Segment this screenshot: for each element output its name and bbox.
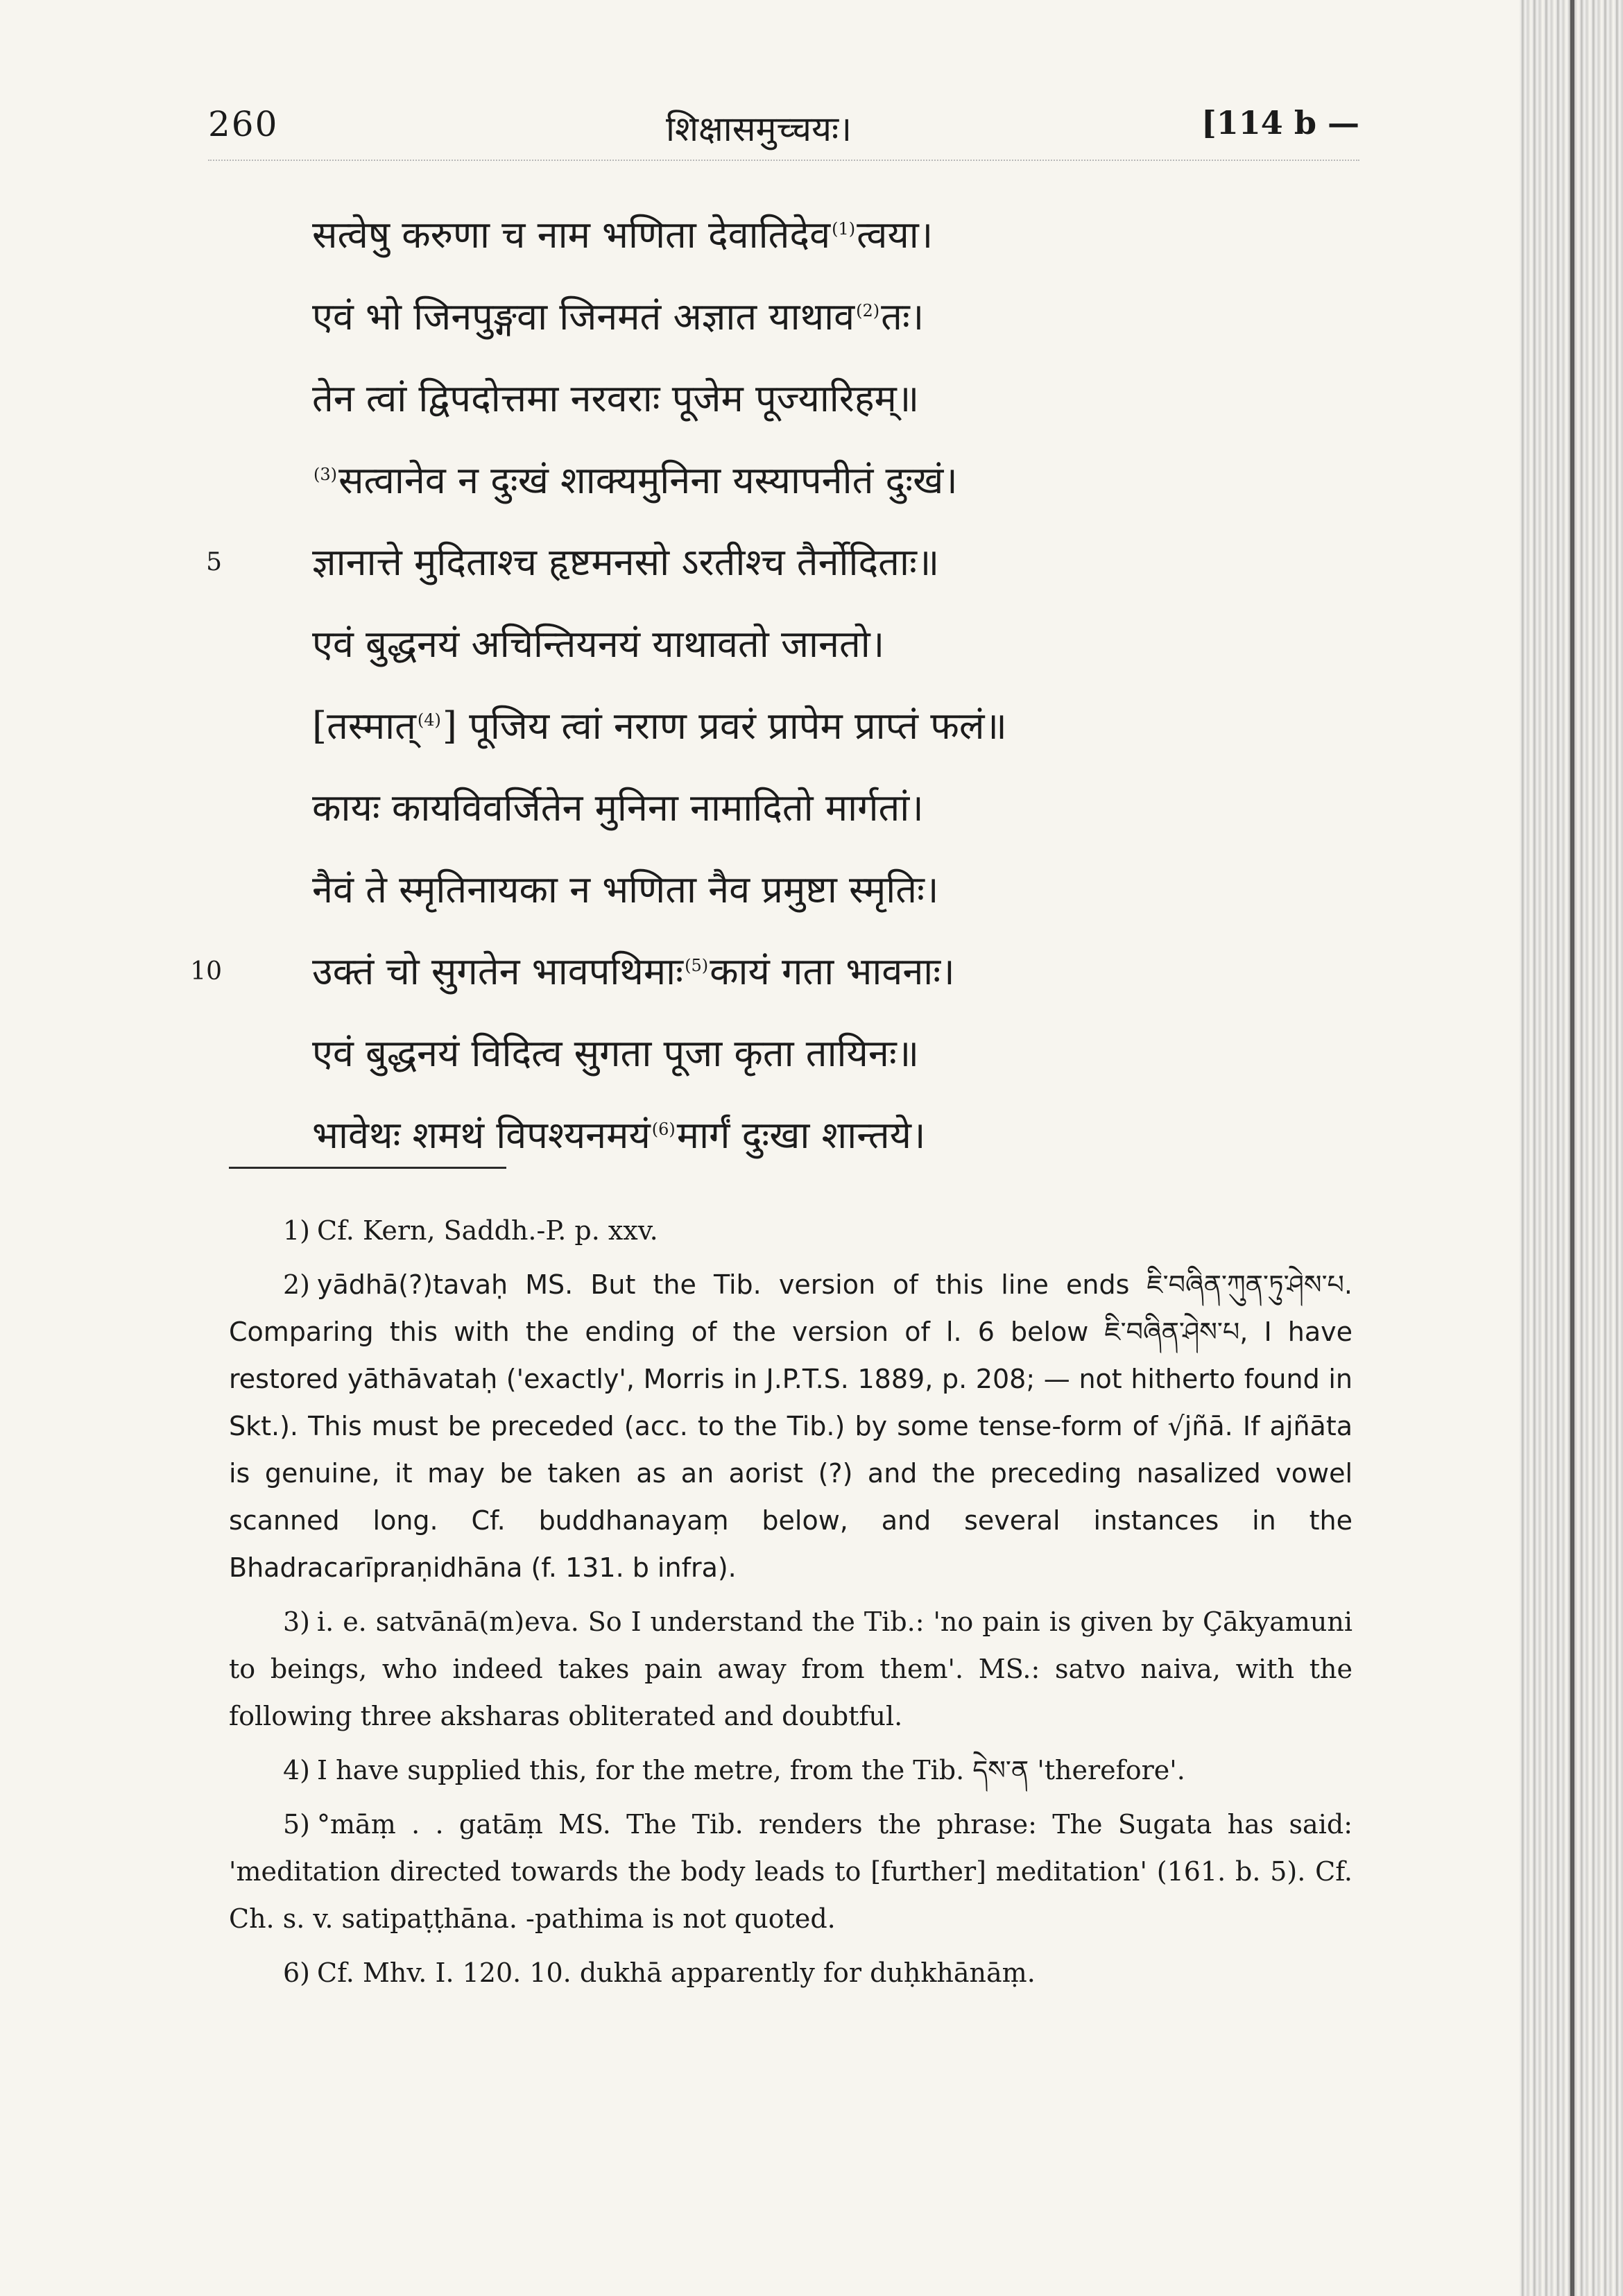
verse-text: तेन त्वां द्विपदोत्तमा नरवराः पूजेम पूज्यारिहम्॥ <box>312 377 920 420</box>
verse-line <box>312 1095 1352 1176</box>
verse-text: कायः कायविवर्जितेन मुनिना नामादितो मार्गतां। <box>312 786 924 830</box>
footnote-text: Cf. Mhv. I. 120. 10. dukhā apparently for duḥkhānāṃ. <box>317 1957 1036 1988</box>
footnote-mark: (6) <box>651 1120 676 1139</box>
footnote-label: 2) <box>283 1269 311 1300</box>
verse-line <box>312 685 1352 767</box>
verse-text: सत्वेषु करुणा च नाम भणिता देवातिदेव <box>312 213 831 257</box>
footnote <box>229 1747 1352 1794</box>
verse-text: एवं बुद्धनयं विदित्व सुगता पूजा कृता तायिनः॥ <box>312 1031 920 1075</box>
verse-text: तः। <box>881 295 925 339</box>
footnote-label: 3) <box>283 1607 311 1637</box>
page-header <box>208 104 1359 161</box>
footnote-text: i. e. satvānā(m)eva. So I understand the Tib.: 'no pain is given by Çākyamuni to beings, who indeed takes pain away from them'. MS.: satvo naiva, with the following three aksharas obliterated and doubtful. <box>229 1607 1352 1731</box>
footnote <box>229 1207 1352 1254</box>
footnote-mark: (3) <box>314 465 337 484</box>
verse-line <box>206 522 1352 603</box>
verse-line <box>312 849 1352 931</box>
verse-text: एवं भो जिनपुङ्गवा जिनमतं अज्ञात याथाव <box>312 295 855 339</box>
running-title: शिक्षासमुच्चयः। <box>666 109 852 149</box>
footnote-label: 6) <box>283 1957 311 1988</box>
footnote-mark: (5) <box>685 956 709 975</box>
footnote-mark: (2) <box>856 301 880 320</box>
footnote <box>229 1598 1352 1740</box>
verse-line <box>312 603 1352 685</box>
verse-text: नैवं ते स्मृतिनायका न भणिता नैव प्रमुष्टा स्मृतिः। <box>312 868 939 911</box>
scan-binding-line <box>1570 0 1574 2296</box>
page-number: 260 <box>208 104 279 144</box>
verse-text: त्वया। <box>857 213 934 257</box>
verse-text: [तस्मात् <box>312 704 416 748</box>
line-number: 10 <box>190 957 222 986</box>
footnote-label: 4) <box>283 1755 311 1785</box>
verse-text: ज्ञानात्ते मुदिताश्च हृष्टमनसो ऽरतीश्च तैर्नोदिताः॥ <box>312 540 940 584</box>
footnote <box>229 1261 1352 1591</box>
footnote-text: °māṃ . . gatāṃ MS. The Tib. renders the phrase: The Sugata has said: 'meditation directed towards the body leads to [further] meditation' (161. b. 5). Cf. Ch. s. v. satipaṭṭhāna. -pathima is not quoted. <box>229 1809 1352 1934</box>
footnotes <box>229 1207 1352 2003</box>
footnote-divider <box>229 1167 506 1169</box>
verse-text: ] पूजिय त्वां नराण प्रवरं प्रापेम प्राप्तं फलं॥ <box>442 704 1007 748</box>
verse-text: कायं गता भावनाः। <box>710 950 955 993</box>
verse-line <box>312 358 1352 440</box>
footnote-mark: (1) <box>832 219 856 239</box>
verse-line <box>190 931 1352 1013</box>
folio-reference: [114 b — <box>1201 104 1359 142</box>
footnote-text: I have supplied this, for the metre, from the Tib. དེས་ན 'therefore'. <box>317 1755 1185 1785</box>
verse-text: सत्वानेव न दुःखं शाक्यमुनिना यस्यापनीतं दुःखं। <box>338 459 958 502</box>
footnote-label: 1) <box>283 1215 311 1246</box>
verse-line <box>312 767 1352 849</box>
footnote <box>229 1949 1352 1996</box>
verse-line <box>312 1013 1352 1095</box>
verse-text: एवं बुद्धनयं अचिन्तियनयं याथावतो जानतो। <box>312 622 885 666</box>
footnote-text: Cf. Kern, Saddh.-P. p. xxv. <box>317 1215 658 1246</box>
footnote-text: yādhā(?)tavaḥ MS. But the Tib. version of this line ends ཇི་བཞིན་ཀུན་ཏུ་ཤེས་པ. Comparing this with the ending of the version of l. 6 below ཇི་བཞིན་ཤེས་པ, I have restored yāthāvataḥ ('exactly', Morris in J.P.T.S. 1889, p. 208; — not hitherto found in Skt.). This must be preceded (acc. to the Tib.) by some tense-form of √jñā. If ajñāta is genuine, it may be taken as an aorist (?) and the preceding nasalized vowel scanned long. Cf. buddhanayaṃ below, and several instances in the Bhadracarīpraṇidhāna (f. 131. b infra). <box>229 1269 1352 1583</box>
footnote-label: 5) <box>283 1809 311 1840</box>
footnote-mark: (4) <box>417 710 441 730</box>
verse-text: उक्तं चो सुगतेन भावपथिमाः <box>312 950 684 993</box>
verse-line <box>312 440 1352 522</box>
verse-text: भावेथः शमथं विपश्यनमयं <box>312 1113 651 1157</box>
footnote <box>229 1801 1352 1942</box>
verse-text: मार्गं दुःखा शान्तये। <box>676 1113 926 1157</box>
verse-line <box>312 194 1352 276</box>
verse-line <box>312 276 1352 358</box>
line-number: 5 <box>206 548 222 576</box>
verse-block <box>190 194 1352 1176</box>
